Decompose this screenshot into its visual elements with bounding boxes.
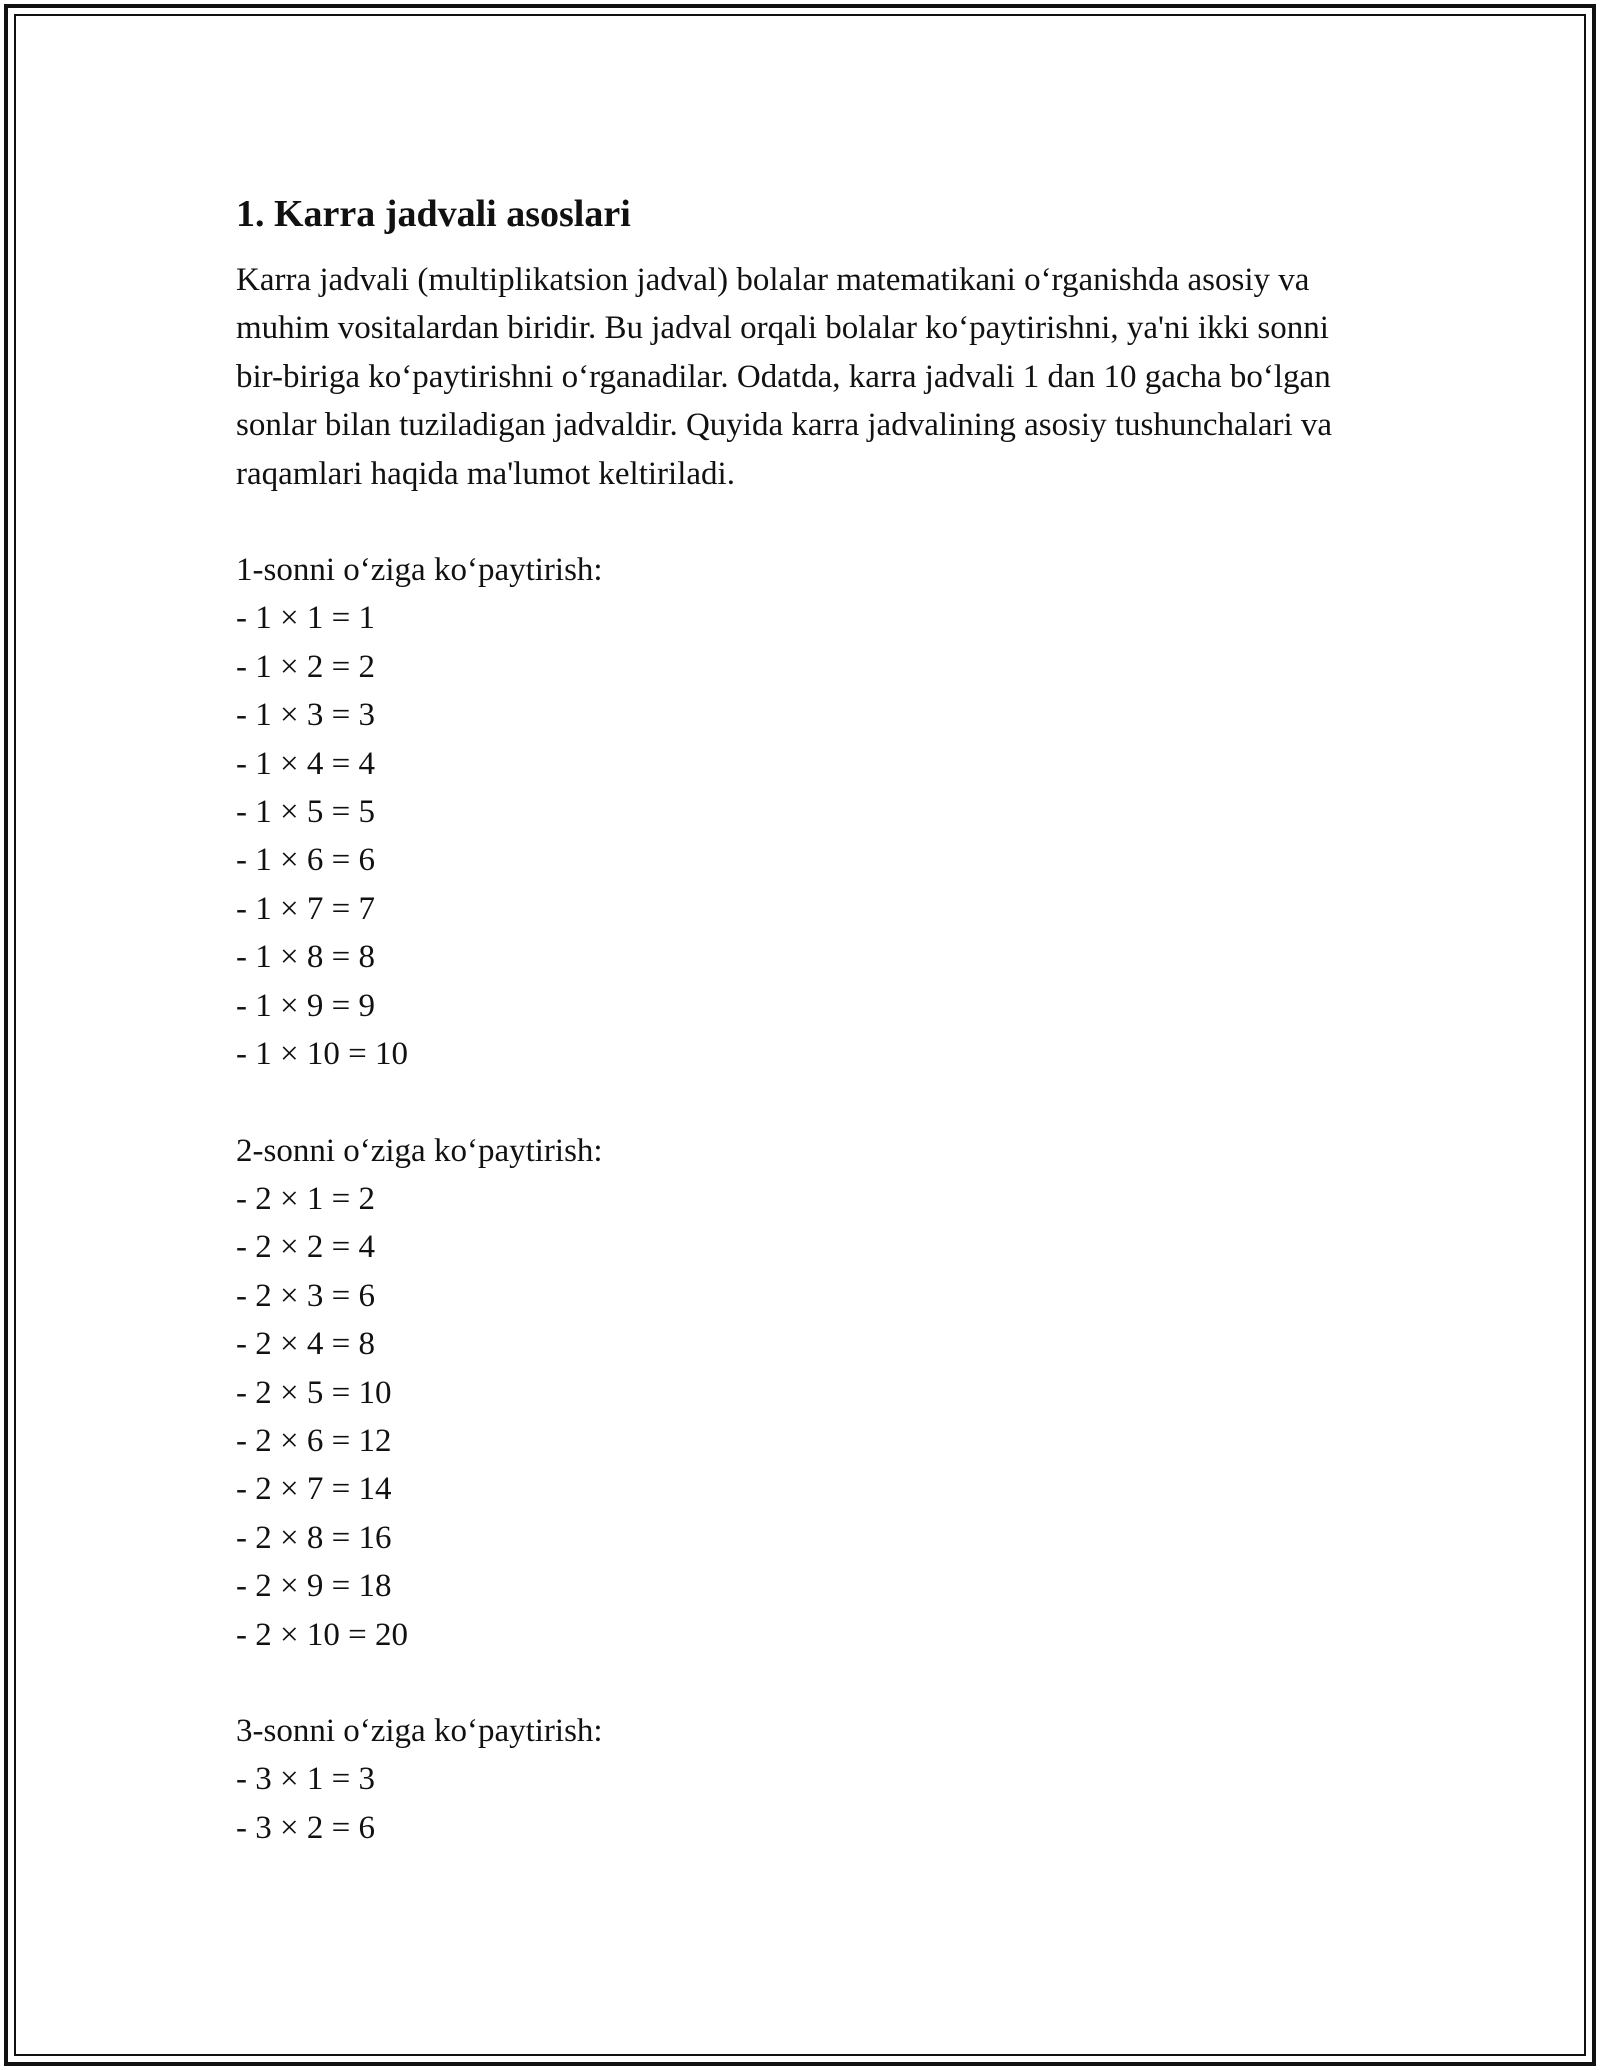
section-1 [236,546,1376,1078]
list-item: - 2 × 7 = 14 [236,1471,392,1508]
section-title: 1-sonni o‘ziga ko‘paytirish: [236,552,603,589]
list-item: - 1 × 8 = 8 [236,939,375,976]
list-item: - 3 × 2 = 6 [236,1809,375,1846]
list-item: - 2 × 1 = 2 [236,1180,375,1217]
list-item: - 1 × 9 = 9 [236,987,375,1024]
section-heading: 1. Karra jadvali asoslari [236,193,631,235]
list-item: - 2 × 8 = 16 [236,1519,392,1556]
section-title: 3-sonni o‘ziga ko‘paytirish: [236,1712,603,1749]
list-item: - 2 × 6 = 12 [236,1422,392,1459]
section-3 [236,1707,1376,1852]
document-body [236,188,1376,1852]
list-item: - 2 × 4 = 8 [236,1326,375,1363]
list-item: - 1 × 4 = 4 [236,745,375,782]
list-item: - 1 × 1 = 1 [236,600,375,637]
list-item: - 2 × 2 = 4 [236,1229,375,1266]
list-item: - 2 × 10 = 20 [236,1616,408,1653]
list-item: - 1 × 5 = 5 [236,794,375,831]
list-item: - 1 × 7 = 7 [236,890,375,927]
section-2 [236,1127,1376,1659]
list-item: - 2 × 5 = 10 [236,1374,392,1411]
list-item: - 1 × 10 = 10 [236,1036,408,1073]
intro-paragraph: Karra jadvali (multiplikatsion jadval) bolalar matematikani o‘rganishda asosiy va muhim vositalardan biridir. Bu jadval orqali bolalar ko‘paytirishni, ya'ni ikki sonni bir-biriga ko‘paytirishni o‘rganadilar. Odatda, karra jadvali 1 dan 10 gacha bo‘lgan sonlar bilan tuziladigan jadvaldir. Quyida karra jadvalining asosiy tushunchalari va raqamlari haqida ma'lumot keltiriladi. [236,262,1333,492]
list-item: - 3 × 1 = 3 [236,1761,375,1798]
section-title: 2-sonni o‘ziga ko‘paytirish: [236,1132,603,1169]
list-item: - 1 × 6 = 6 [236,842,375,879]
list-item: - 1 × 2 = 2 [236,648,375,685]
list-item: - 2 × 3 = 6 [236,1277,375,1314]
list-item: - 1 × 3 = 3 [236,697,375,734]
list-item: - 2 × 9 = 18 [236,1568,392,1605]
